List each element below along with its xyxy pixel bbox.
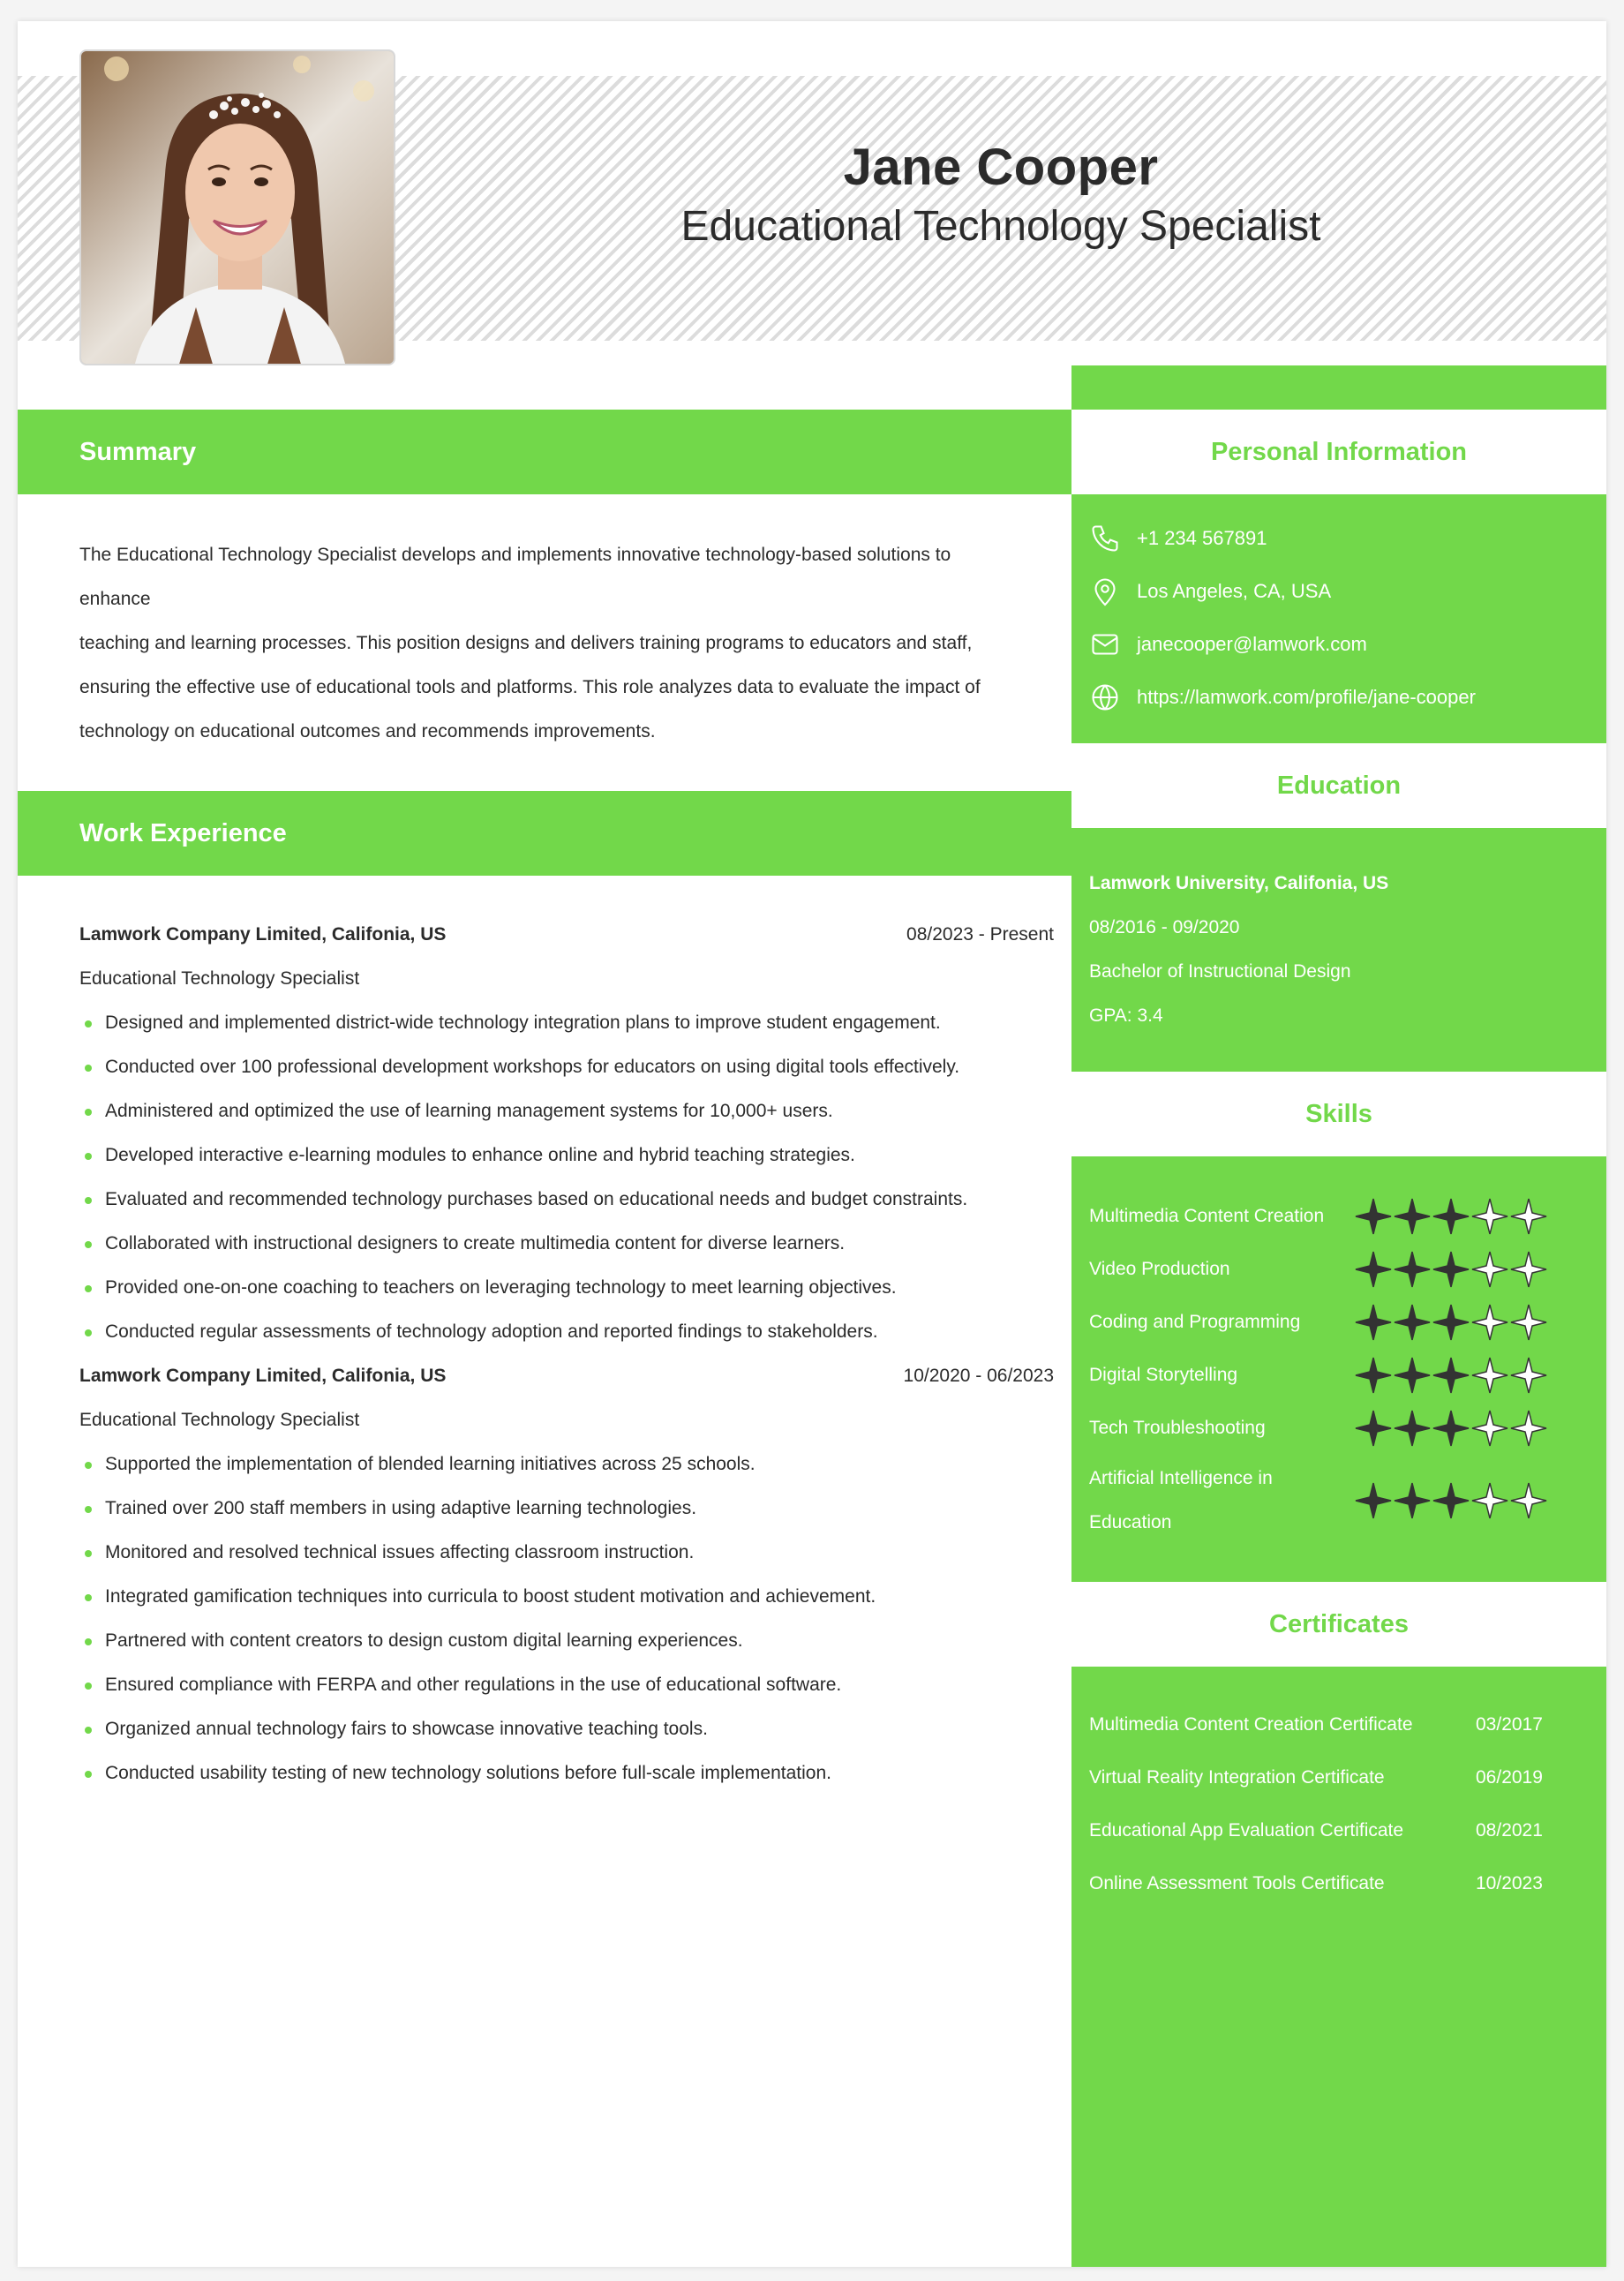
personal-info-list: [1071, 494, 1606, 743]
summary-header: [18, 410, 1071, 494]
candidate-title: Educational Technology Specialist: [680, 203, 1321, 250]
job-bullet: Conducted usability testing of new technology solutions before full-scale implementation.: [79, 1751, 1054, 1795]
star-filled-icon: [1432, 1481, 1470, 1520]
skill-name: Digital Storytelling: [1089, 1365, 1238, 1385]
job-dates: 10/2020 - 06/2023: [903, 1366, 1054, 1386]
skill-rating: [1354, 1409, 1548, 1448]
summary-line: The Educational Technology Specialist develops and implements innovative technology-based solutions to enhance: [79, 545, 951, 609]
certificate-date: 03/2017: [1476, 1714, 1543, 1735]
star-filled-icon: [1432, 1197, 1470, 1236]
skill-name: Tech Troubleshooting: [1089, 1418, 1266, 1438]
job-entry: [79, 1354, 1054, 1795]
main-column: [18, 410, 1071, 1795]
job-bullet: Provided one-on-one coaching to teachers on leveraging technology to meet learning objectives.: [79, 1266, 1054, 1310]
location-value: Los Angeles, CA, USA: [1137, 580, 1332, 602]
name-block: [395, 138, 1606, 251]
personal-info-heading: Personal Information: [1071, 410, 1606, 494]
certificates-list: [1071, 1667, 1606, 1910]
job-company: Lamwork Company Limited, Califonia, US: [79, 1366, 447, 1386]
job-bullet: Designed and implemented district-wide technology integration plans to improve student engagement.: [79, 1001, 1054, 1045]
star-empty-icon: [1470, 1356, 1509, 1395]
job-bullet: Administered and optimized the use of learning management systems for 10,000+ users.: [79, 1089, 1054, 1133]
skill-rating: [1354, 1303, 1548, 1342]
star-filled-icon: [1354, 1303, 1393, 1342]
education-degree: Bachelor of Instructional Design: [1089, 961, 1351, 982]
star-empty-icon: [1470, 1197, 1509, 1236]
skill-row: [1071, 1349, 1606, 1402]
skill-row: [1071, 1402, 1606, 1455]
skill-name: Multimedia Content Creation: [1089, 1206, 1325, 1226]
skill-rating: [1354, 1197, 1548, 1236]
job-bullet: Integrated gamification techniques into curricula to boost student motivation and achievement.: [79, 1575, 1054, 1619]
profile-photo: [79, 49, 395, 365]
star-filled-icon: [1393, 1250, 1432, 1289]
skill-rating: [1354, 1250, 1548, 1289]
skill-row: [1071, 1455, 1606, 1547]
phone-value: +1 234 567891: [1137, 527, 1267, 549]
email-value[interactable]: janecooper@lamwork.com: [1137, 633, 1367, 655]
skill-name: Coding and Programming: [1089, 1312, 1301, 1332]
job-role: Educational Technology Specialist: [79, 1410, 360, 1430]
certificate-name: Educational App Evaluation Certificate: [1089, 1820, 1404, 1841]
sidebar-top-spacer: [1071, 365, 1606, 410]
phone-icon: [1087, 521, 1123, 556]
contact-location: [1071, 565, 1606, 618]
contact-email: [1071, 618, 1606, 671]
star-filled-icon: [1354, 1250, 1393, 1289]
certificates-heading: Certificates: [1071, 1582, 1606, 1667]
star-filled-icon: [1432, 1409, 1470, 1448]
job-bullets: [79, 1442, 1054, 1795]
education-school: Lamwork University, Califonia, US: [1089, 873, 1389, 893]
job-company: Lamwork Company Limited, Califonia, US: [79, 924, 447, 945]
star-filled-icon: [1432, 1356, 1470, 1395]
education-heading: Education: [1071, 743, 1606, 828]
skill-row: [1071, 1243, 1606, 1296]
job-role: Educational Technology Specialist: [79, 968, 360, 989]
certificate-row: [1071, 1804, 1606, 1857]
certificate-row: [1071, 1698, 1606, 1751]
skill-row: [1071, 1190, 1606, 1243]
location-pin-icon: [1087, 574, 1123, 609]
star-empty-icon: [1470, 1409, 1509, 1448]
work-experience-list: [18, 876, 1071, 1795]
job-bullet: Conducted over 100 professional development workshops for educators on using digital tools effectively.: [79, 1045, 1054, 1089]
job-bullet: Supported the implementation of blended learning initiatives across 25 schools.: [79, 1442, 1054, 1487]
star-filled-icon: [1354, 1356, 1393, 1395]
summary-line: technology on educational outcomes and recommends improvements.: [79, 721, 656, 742]
email-icon: [1087, 627, 1123, 662]
star-filled-icon: [1354, 1481, 1393, 1520]
certificate-date: 08/2021: [1476, 1820, 1543, 1841]
star-filled-icon: [1432, 1250, 1470, 1289]
certificate-date: 06/2019: [1476, 1767, 1543, 1788]
star-empty-icon: [1509, 1409, 1548, 1448]
globe-icon: [1087, 680, 1123, 715]
candidate-name: Jane Cooper: [843, 139, 1159, 196]
job-bullet: Partnered with content creators to design custom digital learning experiences.: [79, 1619, 1054, 1663]
contact-website: [1071, 671, 1606, 724]
contact-phone: [1071, 512, 1606, 565]
job-bullet: Conducted regular assessments of technology adoption and reported findings to stakeholders.: [79, 1310, 1054, 1354]
star-filled-icon: [1393, 1303, 1432, 1342]
job-bullet: Collaborated with instructional designers to create multimedia content for diverse learners.: [79, 1222, 1054, 1266]
job-bullet: Evaluated and recommended technology purchases based on educational needs and budget constraints.: [79, 1178, 1054, 1222]
skill-name: Artificial Intelligence in Education: [1089, 1468, 1273, 1532]
certificate-name: Virtual Reality Integration Certificate: [1089, 1767, 1385, 1788]
star-filled-icon: [1393, 1356, 1432, 1395]
certificate-name: Multimedia Content Creation Certificate: [1089, 1714, 1413, 1735]
skill-rating: [1354, 1356, 1548, 1395]
job-bullet: Organized annual technology fairs to showcase innovative teaching tools.: [79, 1707, 1054, 1751]
star-filled-icon: [1393, 1481, 1432, 1520]
work-experience-heading: Work Experience: [79, 818, 287, 847]
job-bullet: Trained over 200 staff members in using adaptive learning technologies.: [79, 1487, 1054, 1531]
star-empty-icon: [1509, 1303, 1548, 1342]
job-bullets: [79, 1001, 1054, 1354]
skill-rating: [1354, 1481, 1548, 1520]
star-empty-icon: [1509, 1481, 1548, 1520]
skills-list: [1071, 1156, 1606, 1582]
job-bullet: Ensured compliance with FERPA and other regulations in the use of educational software.: [79, 1663, 1054, 1707]
work-experience-header: [18, 791, 1071, 876]
education-dates: 08/2016 - 09/2020: [1089, 917, 1240, 937]
job-bullet: Developed interactive e-learning modules to enhance online and hybrid teaching strategies.: [79, 1133, 1054, 1178]
star-filled-icon: [1393, 1197, 1432, 1236]
certificate-row: [1071, 1751, 1606, 1804]
star-filled-icon: [1354, 1197, 1393, 1236]
sidebar-column: [1071, 365, 1606, 2267]
star-filled-icon: [1393, 1409, 1432, 1448]
certificate-name: Online Assessment Tools Certificate: [1089, 1873, 1385, 1893]
star-filled-icon: [1354, 1409, 1393, 1448]
certificate-date: 10/2023: [1476, 1873, 1543, 1893]
job-dates: 08/2023 - Present: [906, 924, 1054, 945]
summary-heading: Summary: [79, 437, 197, 466]
star-empty-icon: [1509, 1250, 1548, 1289]
star-empty-icon: [1470, 1303, 1509, 1342]
portrait-image: [81, 51, 395, 365]
education-block: [1071, 828, 1606, 1072]
summary-text: [18, 494, 1071, 791]
skills-heading: Skills: [1071, 1072, 1606, 1156]
education-gpa: GPA: 3.4: [1089, 1005, 1163, 1026]
star-empty-icon: [1509, 1356, 1548, 1395]
resume-page: [18, 21, 1606, 2267]
star-empty-icon: [1470, 1250, 1509, 1289]
star-empty-icon: [1509, 1197, 1548, 1236]
job-entry: [79, 913, 1054, 1354]
summary-line: teaching and learning processes. This position designs and delivers training programs to educators and staff,: [79, 633, 973, 653]
skill-row: [1071, 1296, 1606, 1349]
star-filled-icon: [1432, 1303, 1470, 1342]
summary-line: ensuring the effective use of educational tools and platforms. This role analyzes data to evaluate the impact of: [79, 677, 981, 697]
star-empty-icon: [1470, 1481, 1509, 1520]
certificate-row: [1071, 1857, 1606, 1910]
website-link[interactable]: https://lamwork.com/profile/jane-cooper: [1137, 686, 1476, 708]
job-bullet: Monitored and resolved technical issues affecting classroom instruction.: [79, 1531, 1054, 1575]
skill-name: Video Production: [1089, 1259, 1230, 1279]
